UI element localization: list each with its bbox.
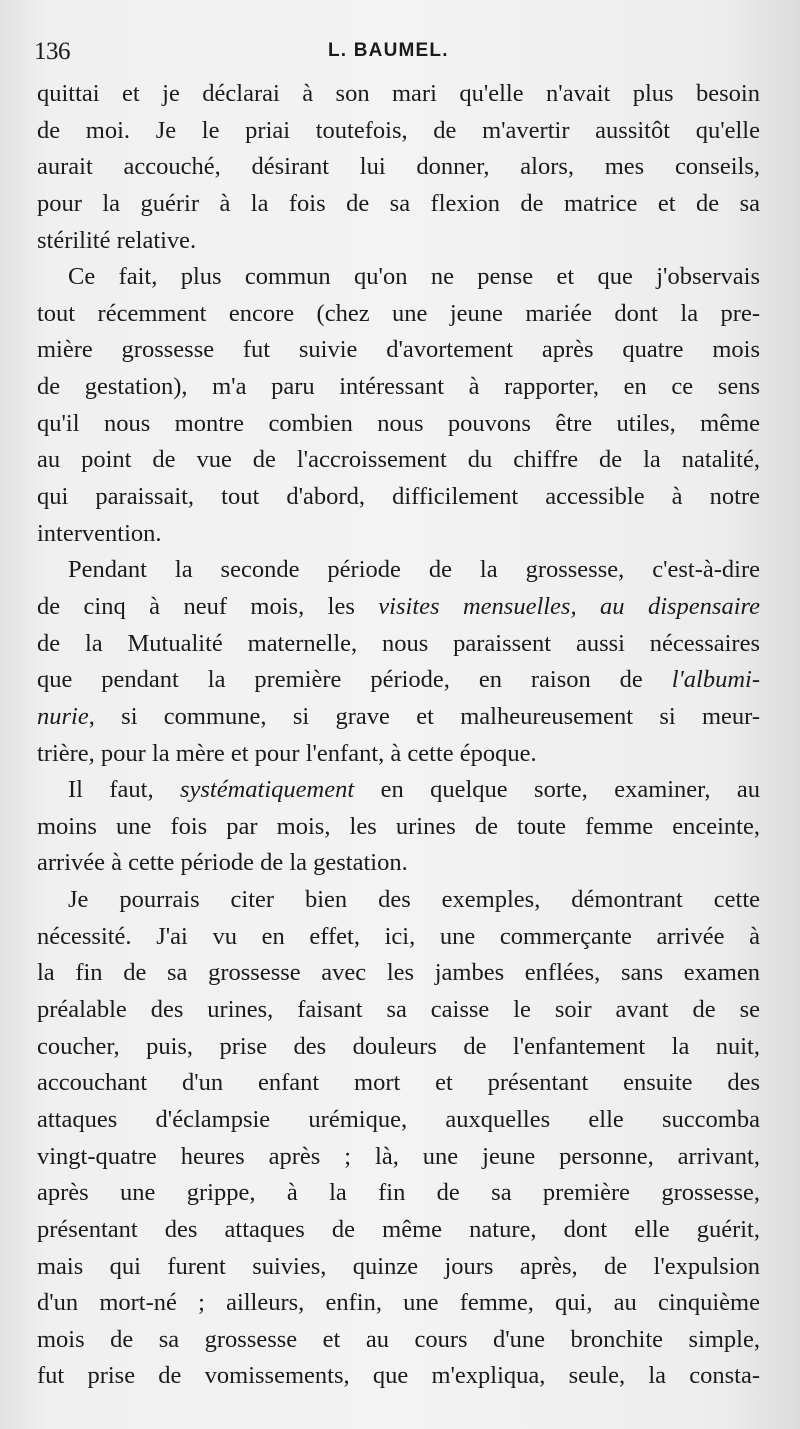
text-line: stérilité relative. [37, 226, 197, 254]
text-run: en quelque sorte, examiner, au [354, 776, 761, 804]
text-line: la fin de sa grossesse avec les jambes enflées, sans examen [37, 959, 760, 987]
text-line: quittai et je déclarai à son mari qu'elle n'avait plus besoin [37, 80, 760, 107]
text-line: fut prise de vomissements, que m'expliqua, seule, la consta- [37, 1362, 760, 1390]
text-run: , si commune, si grave et malheureusement si meur- [88, 702, 760, 730]
text-run: de cinq à neuf mois, les [37, 592, 379, 620]
text-line: intervention. [37, 519, 162, 547]
text-line: de gestation), m'a paru intéressant à rapporter, en ce sens [37, 373, 760, 401]
text-line: mais qui furent suivies, quinze jours après, de l'expulsion [37, 1252, 760, 1280]
text-line: Pendant la seconde période de la grossesse, c'est-à-dire [68, 556, 760, 584]
text-line [37, 699, 760, 736]
text-line: d'un mort-né ; ailleurs, enfin, une femme, qui, au cinquième [37, 1289, 760, 1317]
italic-run: visites mensuelles, au dispensaire [378, 592, 761, 620]
text-line: accouchant d'un enfant mort et présentant ensuite des [37, 1069, 760, 1097]
running-title: L. BAUMEL. [328, 40, 449, 61]
text-line: aurait accouché, désirant lui donner, alors, mes conseils, [37, 153, 760, 181]
text-line: pour la guérir à la fois de sa flexion de matrice et de sa [37, 189, 760, 217]
text-line: mois de sa grossesse et au cours d'une bronchite simple, [37, 1325, 760, 1353]
text-line: de la Mutualité maternelle, nous paraissent aussi nécessaires [37, 629, 760, 657]
text-run: que pendant la première période, en raison de [37, 666, 672, 694]
text-line: après une grippe, à la fin de sa première grossesse, [37, 1179, 760, 1207]
text-line: trière, pour la mère et pour l'enfant, à cette époque. [37, 739, 537, 767]
text-line [37, 662, 760, 699]
text-line: Ce fait, plus commun qu'on ne pense et que j'observais [68, 263, 760, 291]
italic-run: systématiquement [179, 776, 355, 804]
text-line: mière grossesse fut suivie d'avortement après quatre mois [37, 336, 760, 364]
text-line: moins une fois par mois, les urines de toute femme enceinte, [37, 812, 760, 840]
text-line: qui paraissait, tout d'abord, difficilement accessible à notre [37, 483, 760, 511]
text-line: Je pourrais citer bien des exemples, démontrant cette [68, 886, 760, 914]
text-line: tout récemment encore (chez une jeune mariée dont la pre- [37, 299, 760, 327]
text-line: de moi. Je le priai toutefois, de m'avertir aussitôt qu'elle [37, 116, 760, 144]
text-line: arrivée à cette période de la gestation. [37, 849, 408, 877]
page-number: 136 [34, 38, 70, 65]
text-line: coucher, puis, prise des douleurs de l'enfantement la nuit, [37, 1032, 760, 1060]
italic-run: nurie [37, 702, 89, 730]
text-line: attaques d'éclampsie urémique, auxquelles elle succomba [37, 1105, 760, 1133]
text-line: au point de vue de l'accroissement du chiffre de la natalité, [37, 446, 760, 474]
text-line: préalable des urines, faisant sa caisse le soir avant de se [37, 996, 760, 1024]
italic-run: l'albumi- [671, 666, 760, 694]
text-line [37, 589, 760, 626]
text-line: nécessité. J'ai vu en effet, ici, une commerçante arrivée à [37, 922, 760, 950]
text-run: Il faut, [68, 776, 180, 804]
text-line: vingt-quatre heures après ; là, une jeune personne, arrivant, [37, 1142, 760, 1170]
text-line: qu'il nous montre combien nous pouvons être utiles, même [37, 409, 760, 437]
text-line: présentant des attaques de même nature, dont elle guérit, [37, 1215, 760, 1243]
body-text [37, 76, 760, 1395]
text-line [37, 772, 760, 809]
running-head [34, 38, 760, 74]
